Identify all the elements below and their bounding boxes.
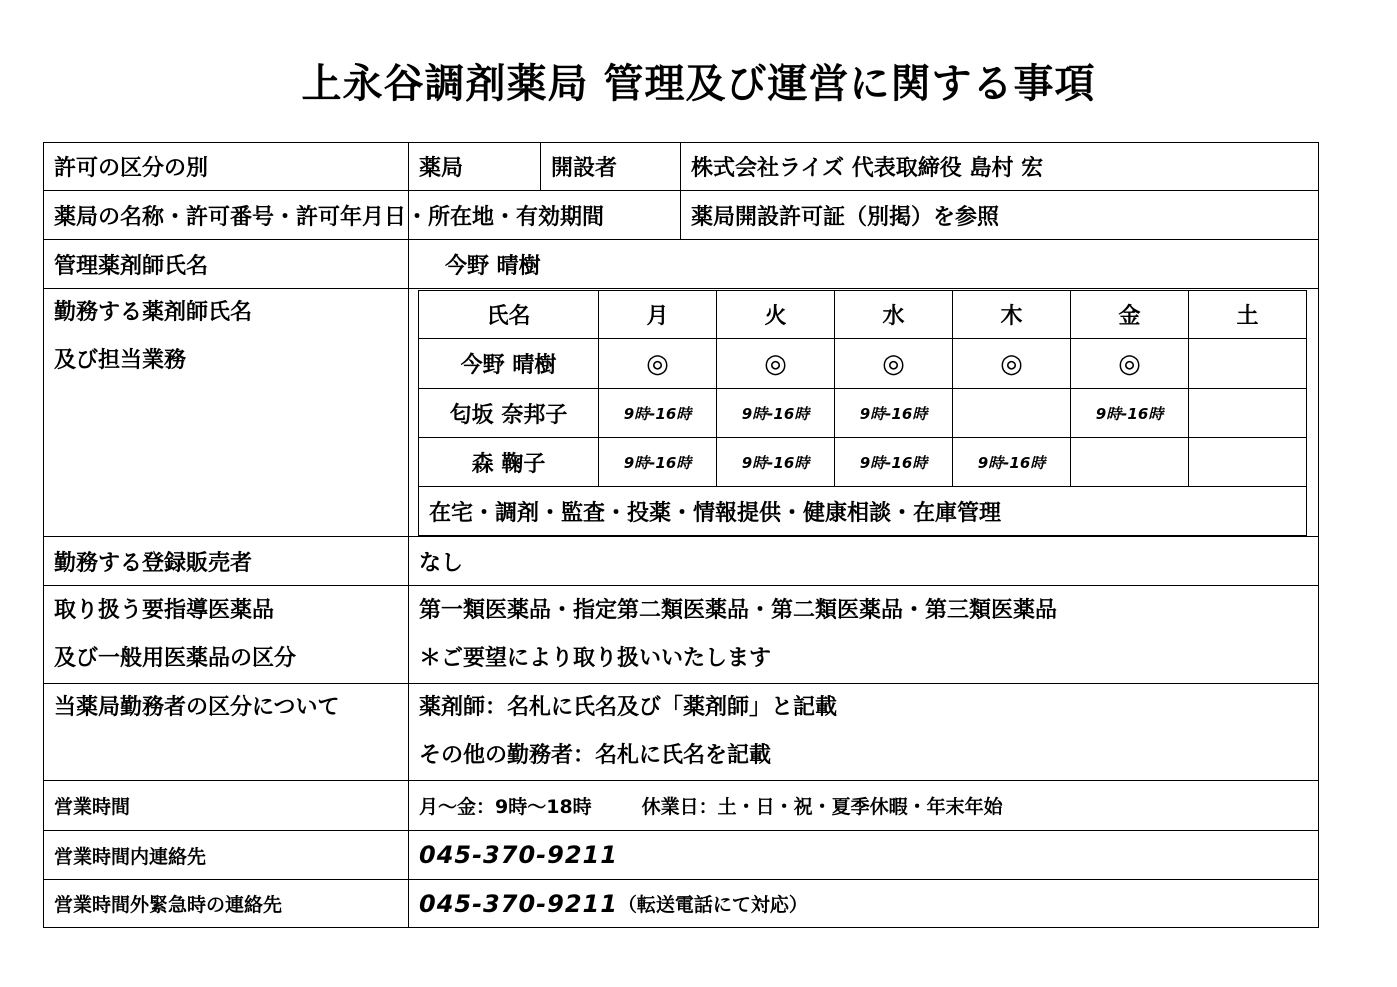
schedule-header-name: 氏名 [486,304,531,329]
staff-name: 森 鞠子 [471,451,546,477]
schedule-cell: 9時-16時 [859,453,928,472]
hours-text: 月～金：9時～18時 [419,796,592,818]
pharmacy-info-value: 薬局開設許可証（別掲）を参照 [691,204,1000,230]
page-title: 上永谷調剤薬局 管理及び運営に関する事項 [301,61,1096,107]
table-border-bottom [43,927,1319,928]
schedule-border-bottom [418,535,1307,536]
manager-value: 今野 晴樹 [445,253,541,279]
otc-label-line-1: 取り扱う要指導医薬品 [54,597,275,623]
schedule-cell [953,389,1070,437]
schedule-cell [1189,438,1306,486]
founder-value: 株式会社ライズ 代表取締役 島村 宏 [691,156,1044,181]
registered-seller-label: 勤務する登録販売者 [54,550,253,576]
pharmacy-info-label: 薬局の名称・許可番号・許可年月日・所在地・有効期間 [54,204,605,230]
schedule-cell: 9時-16時 [741,404,810,423]
schedule-cell: ◎ [1118,348,1141,379]
schedule-cell: ◎ [1000,348,1023,379]
manager-label: 管理薬剤師氏名 [54,253,209,279]
emergency-note: （転送電話にて対応） [617,894,808,916]
permit-label: 許可の区分の別 [54,156,209,181]
emergency-value [409,880,1318,927]
permit-kind: 薬局 [419,156,464,181]
schedule-cell [1071,438,1188,486]
staff-class-label-text: 当薬局勤務者の区分について [54,695,340,720]
hours-value [409,781,1318,830]
schedule-header-day: 木 [1000,304,1023,329]
schedule-cell: ◎ [882,348,905,379]
schedule-header-day: 金 [1118,304,1141,329]
schedule-cell [1189,339,1306,388]
contact-phone: 045-370-9211 [419,841,618,869]
schedule-cell: ◎ [646,348,669,379]
otc-value-line-1: 第一類医薬品・指定第二類医薬品・第二類医薬品・第三類医薬品 [419,597,1058,623]
schedule-header-day: 火 [764,304,787,329]
staff-class-line-2: その他の勤務者：名札に氏名を記載 [419,743,772,768]
otc-label [44,586,408,683]
registered-seller-value: なし [419,550,464,576]
staff-name: 今野 晴樹 [460,353,557,378]
emergency-phone: 045-370-9211 [419,889,618,918]
hours-label: 営業時間 [54,796,131,818]
staff-name: 匂坂 奈邦子 [449,402,568,428]
schedule-cell: 9時-16時 [623,453,692,472]
schedule-cell: ◎ [764,348,787,379]
schedule-border-right [1306,290,1307,536]
founder-label: 開設者 [551,156,618,181]
staff-class-label [44,684,408,780]
schedule-cell [1189,389,1306,437]
schedule-cell: 9時-16時 [623,404,692,423]
pharmacists-label-line-1: 勤務する薬剤師氏名 [54,300,253,325]
contact-value [409,831,1318,879]
table-border-right [1318,142,1319,928]
schedule-header-day: 月 [646,304,669,329]
otc-value [409,586,1318,683]
schedule-cell: 9時-16時 [859,404,928,423]
staff-class-value [409,684,1318,780]
pharmacists-label [44,289,408,536]
schedule-cell: 9時-16時 [977,453,1046,472]
closed-days: 休業日：土・日・祝・夏季休暇・年末年始 [641,796,1003,818]
otc-value-line-2: ＊ご要望により取り扱いいたします [419,645,772,671]
emergency-label: 営業時間外緊急時の連絡先 [54,894,283,916]
otc-label-line-2: 及び一般用医薬品の区分 [54,645,297,671]
staff-class-line-1: 薬剤師：名札に氏名及び「薬剤師」と記載 [419,695,838,720]
contact-label: 営業時間内連絡先 [54,845,207,868]
schedule-header-day: 土 [1236,304,1259,329]
pharmacists-label-line-2: 及び担当業務 [54,348,187,373]
schedule-cell: 9時-16時 [741,453,810,472]
duties: 在宅・調剤・監査・投薬・情報提供・健康相談・在庫管理 [429,500,1002,526]
schedule-cell: 9時-16時 [1095,404,1164,423]
schedule-header-day: 水 [882,304,905,329]
